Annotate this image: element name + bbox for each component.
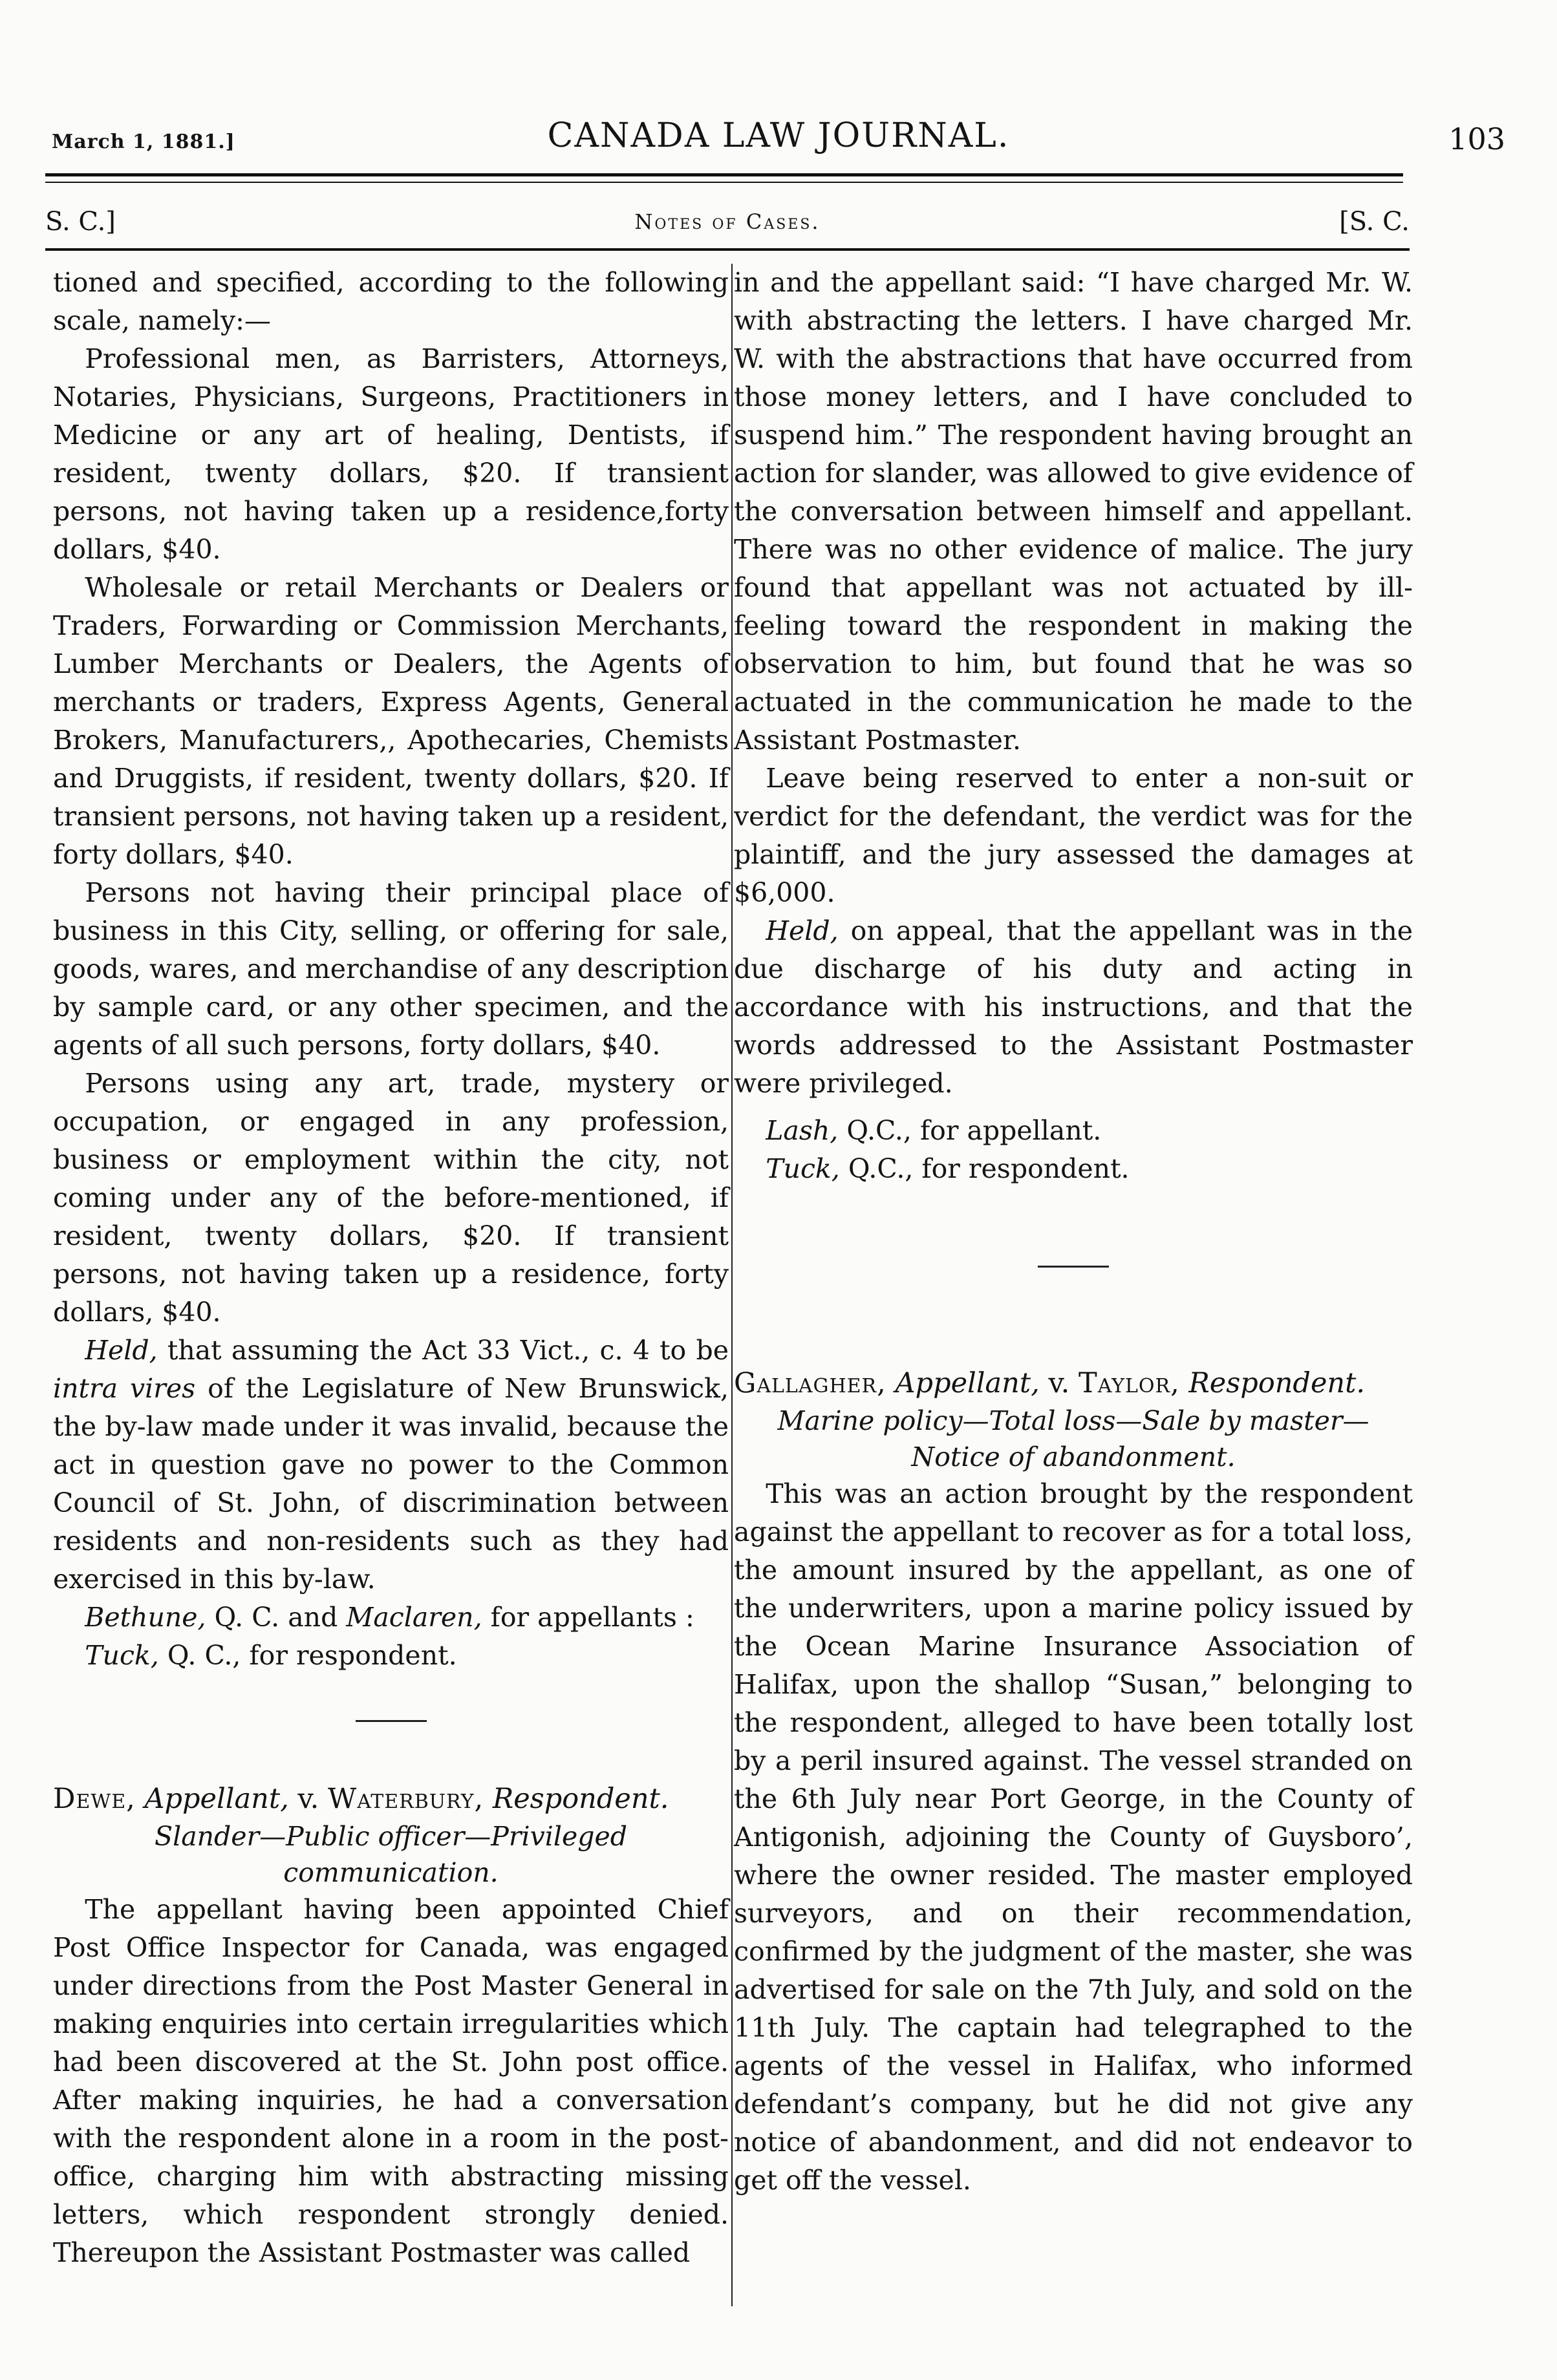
case-heading: Dewe, Appellant, v. Waterbury, Respondent. — [53, 1783, 669, 1815]
court-abbrev-left: S. C.] — [45, 207, 116, 237]
header-double-rule — [45, 173, 1403, 183]
section-rule — [45, 248, 1410, 251]
paragraph: Leave being reserved to enter a non-suit or verdict for the defendant, the verdict was for the plaintiff, and the jury assessed the damages at $6,000. — [734, 763, 1413, 908]
left-column — [53, 264, 729, 2272]
holding-paragraph: Held, on appeal, that the appellant was in the due discharge of his duty and acting in accordance with his instructions, and that the words addressed to the Assistant Postmaster were privileged. — [734, 915, 1413, 1099]
paragraph: Persons not having their principal place of business in this City, selling, or offering for sale, goods, wares, and merchandise of any description by sample card, or any other specimen, and the agents of all such persons, forty dollars, $40. — [53, 877, 729, 1061]
holding-paragraph: Held, that assuming the Act 33 Vict., c. 4 to be intra vires of the Legislature of New Brunswick, the by-law made under it was invalid, because the act in question gave no power to the Common Council of St. John, of discrimination between residents and non-residents such as they had exercised in this by-law. — [53, 1335, 729, 1595]
paragraph: The appellant having been appointed Chief Post Office Inspector for Canada, was engaged under directions from the Post Master General in making enquiries into certain irregularities which had been discovered at the St. John post office. After making inquiries, he had a conversation with the respondent alone in a room in the post-office, charging him with abstracting missing letters, which respondent strongly denied. Thereupon the Assistant Postmaster was called — [53, 1894, 729, 2268]
counsel-line: Tuck, Q. C., for respondent. — [85, 1640, 457, 1671]
paragraph: in and the appellant said: “I have charged Mr. W. with abstracting the letters. I have charged Mr. W. with the abstractions that have occurred from those money letters, and I have concluded to suspend him.” The respondent having brought an action for slander, was allowed to give evidence of the conversation between himself and appellant. There was no other evidence of malice. The jury found that appellant was not actuated by ill-feeling toward the respondent in making the observation to him, but found that he was so actuated in the communication he made to the Assistant Postmaster. — [734, 267, 1413, 756]
held-label: Held, — [85, 1335, 158, 1366]
issue-date: March 1, 1881.] — [52, 131, 235, 153]
paragraph: Persons using any art, trade, mystery or occupation, or engaged in any profession, business or employment within the city, not coming under any of the before-mentioned, if resident, twenty dollars, $20. If transient persons, not having taken up a residence, forty dollars, $40. — [53, 1068, 729, 1328]
counsel-line: Lash, Q.C., for appellant. — [766, 1115, 1102, 1146]
paragraph: tioned and specified, according to the following scale, namely:— — [53, 267, 729, 336]
section-title: Notes of Cases. — [634, 209, 821, 234]
section-header — [45, 206, 1410, 238]
case-separator — [1038, 1266, 1109, 1268]
column-divider — [731, 264, 733, 2306]
paragraph: Wholesale or retail Merchants or Dealers or Traders, Forwarding or Commission Merchants, Lumber Merchants or Dealers, the Agents of merchants or traders, Express Agents, General Brokers, Manufacturers,, Apothecaries, Chemists and Druggists, if resident, twenty dollars, $20. If transient persons, not having taken up a resident, forty dollars, $40. — [53, 572, 729, 870]
case-separator — [356, 1720, 427, 1722]
case-heading: Gallagher, Appellant, v. Taylor, Respondent. — [734, 1367, 1366, 1399]
counsel-line: Tuck, Q.C., for respondent. — [766, 1153, 1130, 1184]
held-label: Held, — [766, 915, 839, 946]
journal-title: CANADA LAW JOURNAL. — [547, 116, 1010, 155]
paragraph: Professional men, as Barristers, Attorneys, Notaries, Physicians, Surgeons, Practitioners in Medicine or any art of healing, Dentists, if resident, twenty dollars, $20. If transient persons, not having taken up a residence,forty dollars, $40. — [53, 343, 729, 565]
case-topic: Slander—Public officer—Privileged communication. — [155, 1821, 627, 1888]
running-head — [52, 116, 1505, 162]
right-column — [734, 264, 1413, 2200]
latin-phrase: intra vires — [53, 1373, 196, 1404]
court-abbrev-right: [S. C. — [1339, 207, 1410, 237]
case-topic: Marine policy—Total loss—Sale by master— Notice of abandonment. — [777, 1405, 1369, 1472]
page-number: 103 — [1448, 122, 1505, 156]
counsel-line: Bethune, Q. C. and Maclaren, for appellants : — [85, 1602, 694, 1633]
paragraph: This was an action brought by the respondent against the appellant to recover as for a total loss, the amount insured by the appellant, as one of the underwriters, upon a marine policy issued by the Ocean Marine Insurance Association of Halifax, upon the shallop “Susan,” belonging to the respondent, alleged to have been totally lost by a peril insured against. The vessel stranded on the 6th July near Port George, in the County of Antigonish, adjoining the County of Guysboro’, where the owner resided. The master employed surveyors, and on their recommendation, confirmed by the judgment of the master, she was advertised for sale on the 7th July, and sold on the 11th July. The captain had telegraphed to the agents of the vessel in Halifax, who informed defendant’s company, but he did not give any notice of abandonment, and did not endeavor to get off the vessel. — [734, 1478, 1413, 2196]
